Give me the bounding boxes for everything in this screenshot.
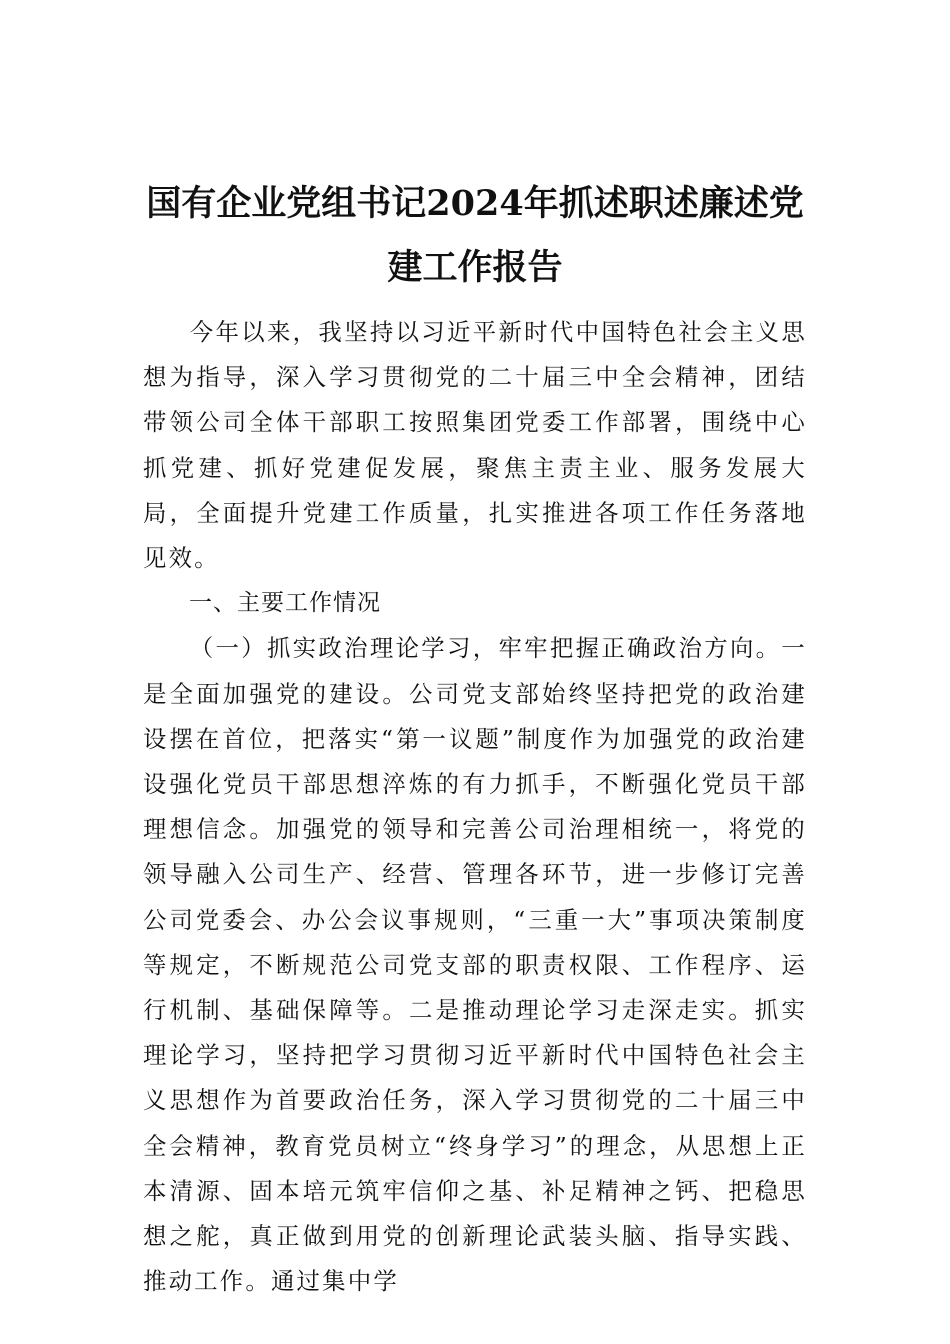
document-title-line-1: 国有企业党组书记2024年抓述职述廉述党 bbox=[146, 183, 804, 224]
document-title bbox=[143, 172, 807, 300]
document-page bbox=[143, 172, 807, 1304]
document-body bbox=[143, 310, 807, 1304]
document-title-line-2: 建工作报告 bbox=[387, 247, 563, 288]
intro-paragraph: 今年以来，我坚持以习近平新时代中国特色社会主义思想为指导，深入学习贯彻党的二十届三中全会精神，团结带领公司全体干部职工按照集团党委工作部署，围绕中心抓党建、抓好党建促发展，聚焦主责主业、服务发展大局，全面提升党建工作质量，扎实推进各项工作任务落地见效。 bbox=[143, 318, 807, 573]
section-heading-main-work: 一、主要工作情况 bbox=[189, 590, 381, 617]
subsection-paragraph-political-study: （一）抓实政治理论学习，牢牢把握正确政治方向。一是全面加强党的建设。公司党支部始终坚持把党的政治建设摆在首位，把落实“第一议题”制度作为加强党的政治建设强化党员干部思想淬炼的有力抓手，不断强化党员干部理想信念。加强党的领导和完善公司治理相统一，将党的领导融入公司生产、经营、管理各环节，进一步修订完善公司党委会、办公会议事规则，“三重一大”事项决策制度等规定，不断规范公司党支部的职责权限、工作程序、运行机制、基础保障等。二是推动理论学习走深走实。抓实理论学习，坚持把学习贯彻习近平新时代中国特色社会主义思想作为首要政治任务，深入学习贯彻党的二十届三中全会精神，教育党员树立“终身学习”的理念，从思想上正本清源、固本培元筑牢信仰之基、补足精神之钙、把稳思想之舵，真正做到用党的创新理论武装头脑、指导实践、推动工作。通过集中学 bbox=[143, 634, 807, 1296]
